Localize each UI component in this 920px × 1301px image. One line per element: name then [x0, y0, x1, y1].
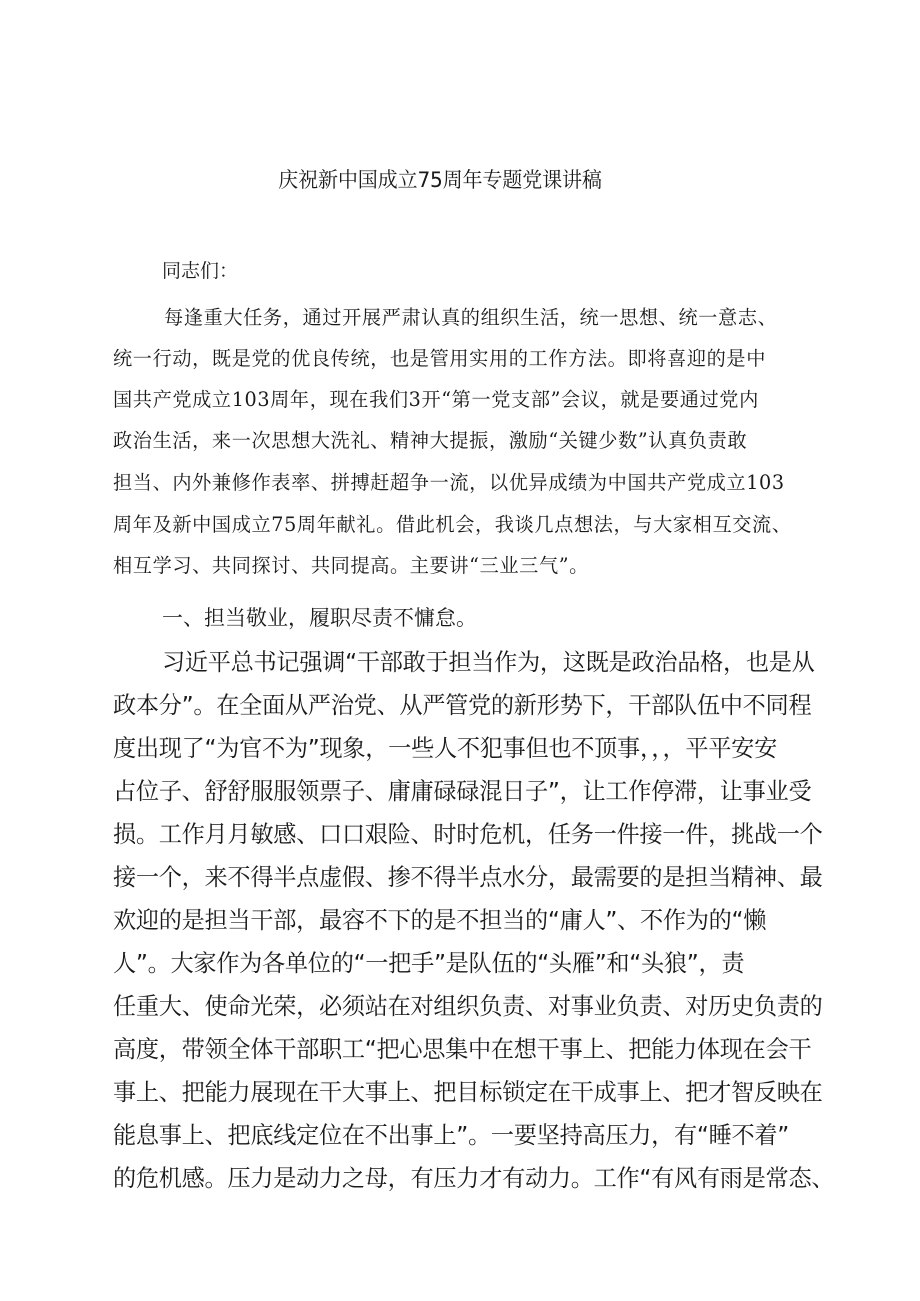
body-line: 政本分”。在全面从严治党、从严管党的新形势下，干部队伍中不同程	[113, 692, 812, 719]
body-line: 能息事上、把底线定位在不出事上”。一要坚持高压力，有“睡不着”	[113, 1122, 789, 1149]
intro-line: 周年及新中国成立75周年献礼。借此机会，我谈几点想法，与大家相互交流、	[113, 513, 792, 536]
body-line: 习近平总书记强调“干部敢于担当作为，这既是政治品格，也是从	[162, 649, 815, 676]
section-heading: 一、担当敬业，履职尽责不慵怠。	[162, 606, 477, 630]
body-line: 占位子、舒舒服服领票子、庸庸碌碌混日子”，让工作停滞，让事业受	[113, 778, 812, 805]
body-line: 的危机感。压力是动力之母，有压力才有动力。工作“有风有雨是常态、	[113, 1165, 835, 1192]
intro-line: 国共产党成立103周年，现在我们3开“第一党支部”会议，就是要通过党内	[113, 388, 759, 411]
intro-line: 担当、内外兼修作表率、拼搏赶超争一流，以优异成绩为中国共产党成立103	[113, 471, 785, 494]
intro-line: 统一行动，既是党的优良传统，也是管用实用的工作方法。即将喜迎的是中	[113, 347, 766, 370]
intro-line: 政治生活，来一次思想大洗礼、精神大提振，激励“关键少数”认真负责敢	[113, 429, 748, 452]
body-line: 任重大、使命光荣，必须站在对组织负责、对事业负责、对历史负责的	[113, 993, 823, 1020]
intro-line: 每逢重大任务，通过开展严肃认真的组织生活，统一思想、统一意志、	[164, 306, 778, 329]
body-line: 接一个，来不得半点虚假、掺不得半点水分，最需要的是担当精神、最	[113, 864, 823, 891]
greeting: 同志们：	[162, 260, 239, 282]
intro-line: 相互学习、共同探讨、共同提高。主要讲“三业三气”。	[113, 554, 589, 577]
body-line: 人”。大家作为各单位的“一把手”是队伍的“头雁”和“头狼”，责	[113, 950, 745, 977]
body-line: 欢迎的是担当干部，最容不下的是不担当的“庸人”、不作为的“懒	[113, 907, 767, 934]
body-line: 高度，带领全体干部职工“把心思集中在想干事上、把能力体现在会干	[113, 1036, 812, 1063]
document-title: 庆祝新中国成立75周年专题党课讲稿	[278, 168, 602, 192]
body-line: 损。工作月月敏感、口口艰险、时时危机，任务一件接一件，挑战一个	[113, 821, 823, 848]
body-line: 事上、把能力展现在干大事上、把目标锁定在干成事上、把才智反映在	[113, 1079, 823, 1106]
body-line: 度出现了“为官不为”现象，一些人不犯事但也不顶事，，，平平安安	[113, 735, 777, 762]
